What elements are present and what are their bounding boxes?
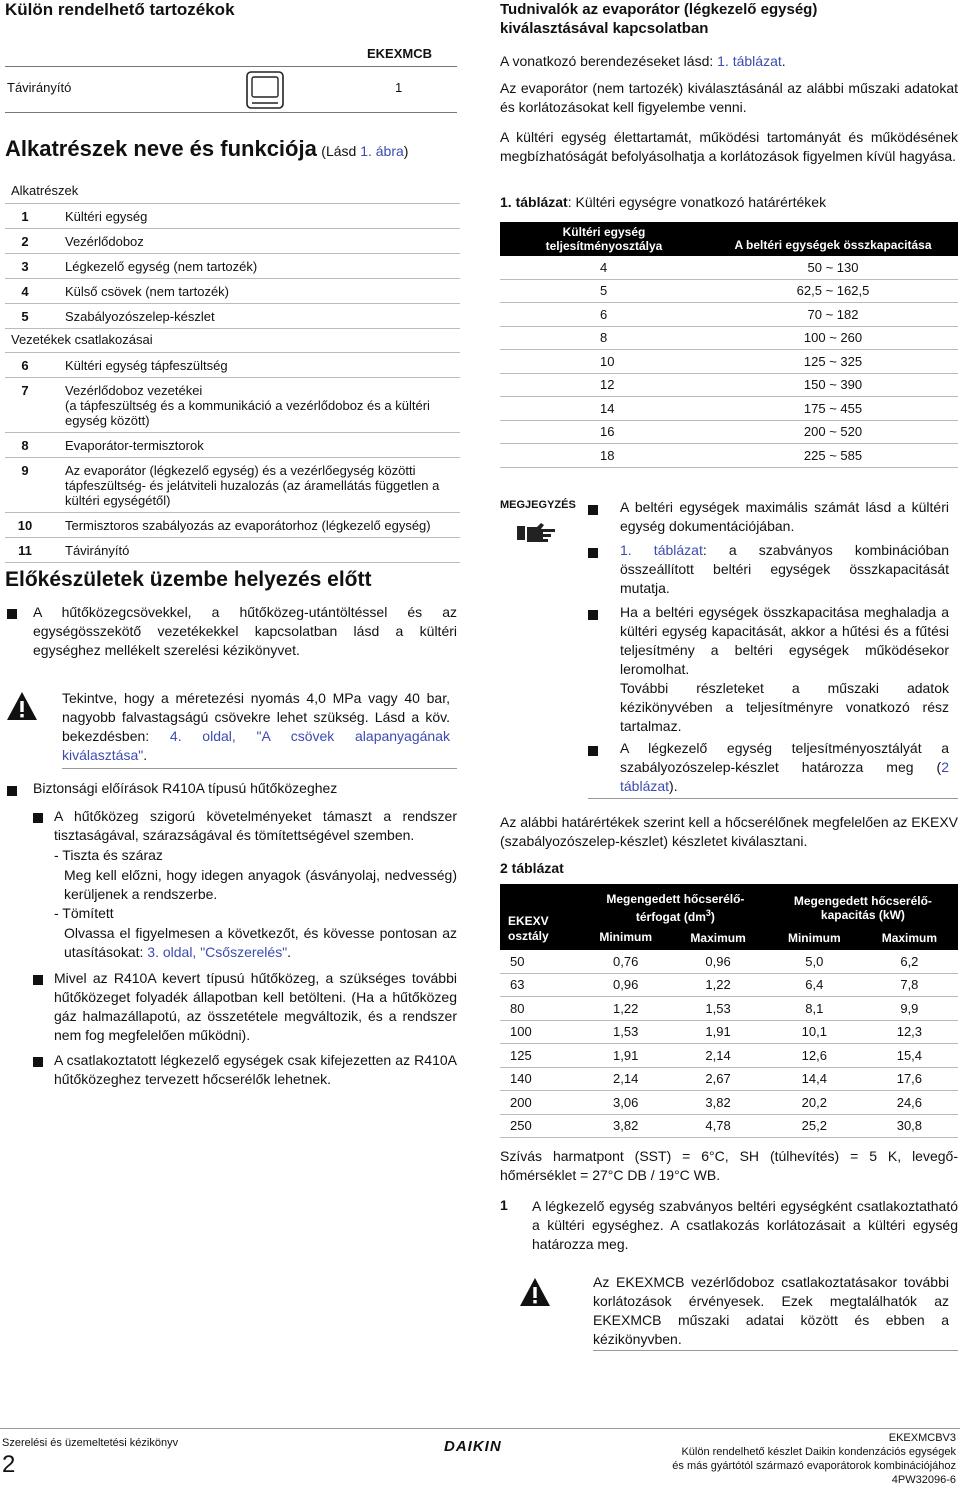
table1-head-a: Kültéri egység teljesítményosztálya <box>500 222 708 256</box>
table2-head-class: EKEXV osztály <box>500 884 583 950</box>
parts-list-item <box>5 204 460 229</box>
parts-ref-suffix: ) <box>403 143 409 159</box>
table2-cell-v1: 0,76 <box>583 950 668 973</box>
parts-list-item <box>5 433 460 458</box>
table2-cell-v2: 4,78 <box>668 1114 767 1138</box>
parts-list-item <box>5 378 460 433</box>
table1-cell-class: 16 <box>500 420 708 444</box>
warning-text <box>62 689 450 765</box>
table2-row <box>500 1044 958 1068</box>
table2-cell-v1: 1,22 <box>583 997 668 1021</box>
footer-rule <box>0 1428 960 1429</box>
table1-caption-bold: 1. táblázat <box>500 194 568 210</box>
parts-item-text: Termisztoros szabályozás az evaporátorhoz (légkezelő egység) <box>65 518 431 533</box>
table2-head-vol <box>583 884 768 926</box>
safety-b3-icon <box>33 1057 43 1067</box>
table2-cell-v1: 0,96 <box>583 973 668 997</box>
table2-caption: 2 táblázat <box>500 860 564 876</box>
safety-title: Biztonsági előírások R410A típusú hűtőközeghez <box>33 780 338 796</box>
note-b2-icon <box>588 548 598 558</box>
table2-cell-v2: 2,67 <box>668 1067 767 1091</box>
right-p1-prefix: A vonatkozó berendezéseket lásd: <box>500 53 718 69</box>
parts-title-text: Alkatrészek neve és funkciója <box>5 136 317 161</box>
table1-cell-capacity: 50 ~ 130 <box>708 256 958 279</box>
note-b1-icon <box>588 505 598 515</box>
table2-cell-k2: 15,4 <box>861 1044 958 1068</box>
table2-cell-c: 50 <box>500 950 583 973</box>
table2-cell-k2: 6,2 <box>861 950 958 973</box>
prep-title: Előkészületek üzembe helyezés előtt <box>5 568 372 591</box>
table2-cell-c: 63 <box>500 973 583 997</box>
table2-row <box>500 1067 958 1091</box>
table1-cell-capacity: 150 ~ 390 <box>708 373 958 397</box>
parts-item-number: 5 <box>21 309 29 324</box>
dash2-link[interactable]: 3. oldal, "Csőszerelés" <box>147 944 288 960</box>
table1-cell-class: 4 <box>500 256 708 279</box>
table1-cell-class: 10 <box>500 350 708 374</box>
accessories-title: Külön rendelhető tartozékok <box>5 0 235 19</box>
right-p1-link[interactable]: 1. táblázat <box>717 53 782 69</box>
note-b4-prefix: A légkezelő egység teljesítményosztályát a szabályozószelep-készlet határozza meg ( <box>620 740 949 775</box>
table2-head-cap-min: Minimum <box>768 926 861 950</box>
table2-cell-k1: 6,4 <box>768 973 861 997</box>
parts-item-number: 2 <box>21 234 29 249</box>
table2-cell-k2: 17,6 <box>861 1067 958 1091</box>
table2-cell-c: 100 <box>500 1020 583 1044</box>
wiring-header: Vezetékek csatlakozásai <box>5 329 460 353</box>
parts-list <box>5 180 460 563</box>
right-p1 <box>500 53 786 69</box>
note-b2-text <box>620 541 949 598</box>
warning2-icon <box>518 1276 552 1313</box>
table2-head-vol-a: Megengedett hőcserélő-térfogat (dm <box>606 892 745 924</box>
table1-cell-class: 6 <box>500 303 708 327</box>
warning-text-end: . <box>143 747 148 763</box>
note-label: MEGJEGYZÉS <box>500 499 576 511</box>
footer-manual-label: Szerelési és üzemeltetési kézikönyv <box>2 1437 179 1449</box>
right-p2: Az evaporátor (nem tartozék) kiválasztásánál az alábbi műszaki adatokat és korlátozásokat kell figyelembe venni. <box>500 80 958 115</box>
parts-item-number: 10 <box>17 518 33 533</box>
table1-cell-capacity: 70 ~ 182 <box>708 303 958 327</box>
table2-row <box>500 1091 958 1115</box>
parts-item-number: 4 <box>21 284 29 299</box>
table2-head-vol-min: Minimum <box>583 926 668 950</box>
table2-row <box>500 1114 958 1138</box>
table2-cell-v1: 3,82 <box>583 1114 668 1138</box>
right-p5: Szívás harmatpont (SST) = 6°C, SH (túlhevítés) = 5 K, levegő-hőmérséklet = 27°C DB / 19°C WB. <box>500 1148 958 1183</box>
table1-cell-capacity: 200 ~ 520 <box>708 420 958 444</box>
parts-item-text: Távirányító <box>65 543 130 558</box>
table1-caption-rest: : Kültéri egységre vonatkozó határértékek <box>567 194 827 210</box>
table2-row <box>500 973 958 997</box>
note-b4-icon <box>588 746 598 756</box>
table2-cell-v2: 1,53 <box>668 997 767 1021</box>
parts-item-number: 1 <box>21 209 29 224</box>
footnote-text: A légkezelő egység szabványos beltéri egységként csatlakoztatható a kültéri egységhez. A csatlakozás korlátozásait a kültéri egység határozza meg. <box>532 1198 958 1252</box>
table2-row <box>500 950 958 973</box>
accessory-col-header: EKEXMCB <box>367 46 433 61</box>
table2-cell-v1: 3,06 <box>583 1091 668 1115</box>
table2 <box>500 884 958 1138</box>
warning-text-main: Tekintve, hogy a méretezési nyomás 4,0 MPa vagy 40 bar, nagyobb falvastagságú csövekre lehet szükség. Lásd a köv. bekezdésben: <box>62 690 450 744</box>
warning2-rule <box>593 1350 958 1351</box>
safety-b2-text: Mivel az R410A kevert típusú hűtőközeg, a szükséges további hűtőközeget folyadék állapotban kell betölteni. (Ha a hűtőközeg gáz halmazállapotú, az összetétele megváltozik, és a rendszer nem fog megfelelően működni). <box>54 970 457 1043</box>
note-b4-end: ). <box>669 778 678 794</box>
note-b3-icon <box>588 610 598 620</box>
table2-cell-v2: 0,96 <box>668 950 767 973</box>
footer-page-number: 2 <box>2 1451 16 1478</box>
table2-cell-k2: 30,8 <box>861 1114 958 1138</box>
table1-row <box>500 350 958 374</box>
accessory-row-label: Távirányító <box>7 80 72 95</box>
dash2-text-main: Olvassa el figyelmesen a következőt, és kövesse pontosan az utasításokat: <box>64 925 457 960</box>
table2-cell-v1: 2,14 <box>583 1067 668 1091</box>
note-rule <box>588 798 958 799</box>
table2-cell-c: 140 <box>500 1067 583 1091</box>
parts-list-item <box>5 353 460 378</box>
parts-item-text: Evaporátor-termisztorok <box>65 438 204 453</box>
parts-item-number: 9 <box>21 463 29 478</box>
dash1-title: - Tiszta és száraz <box>54 847 163 863</box>
table1-cell-capacity: 175 ~ 455 <box>708 397 958 421</box>
footer-right <box>560 1431 956 1487</box>
dash2-text <box>64 924 457 962</box>
table1-row <box>500 420 958 444</box>
table2-head-vol-sup: 3 <box>705 908 711 918</box>
table1-cell-class: 18 <box>500 444 708 468</box>
footer-model: EKEXMCBV3 <box>888 1432 956 1444</box>
table2-cell-c: 80 <box>500 997 583 1021</box>
table2-cell-v2: 3,82 <box>668 1091 767 1115</box>
warning-icon <box>5 690 39 727</box>
parts-item-number: 11 <box>18 543 32 558</box>
parts-header: Alkatrészek <box>5 180 460 204</box>
table2-cell-k2: 9,9 <box>861 997 958 1021</box>
accessory-row-value: 1 <box>395 80 403 95</box>
parts-item-text: Vezérlődoboz vezetékei (a tápfeszültség és a kommunikáció a vezérlődoboz és a kültéri egység között) <box>65 383 430 428</box>
table1-row <box>500 303 958 327</box>
remote-control-icon <box>245 70 285 115</box>
daikin-logo: DAIKIN <box>444 1438 502 1455</box>
table1-row <box>500 397 958 421</box>
warning2-text: Az EKEXMCB vezérlődoboz csatlakoztatásakor további korlátozások érvényesek. Ezek megtalálhatók az EKEXMCB műszaki adatai között és ebben a kézikönyvben. <box>593 1274 949 1347</box>
parts-item-text: Kültéri egység tápfeszültség <box>65 358 228 373</box>
parts-list-item <box>5 229 460 254</box>
prep-bullet-icon <box>7 609 17 619</box>
parts-item-text: Szabályozószelep-készlet <box>65 309 215 324</box>
dash2-title: - Tömített <box>54 905 114 921</box>
dash2-text-end: . <box>287 944 292 960</box>
note-b4-link[interactable]: 2 táblázat <box>620 759 949 794</box>
right-title: Tudnivalók az evaporátor (légkezelő egység) kiválasztásával kapcsolatban <box>500 1 818 37</box>
table2-cell-k1: 8,1 <box>768 997 861 1021</box>
footer-desc2: és más gyártótól származó evaporátorok kombinációjához <box>672 1460 956 1472</box>
safety-b1-icon <box>33 813 43 823</box>
table2-cell-v2: 2,14 <box>668 1044 767 1068</box>
parts-list-item <box>5 254 460 279</box>
table2-cell-k1: 10,1 <box>768 1020 861 1044</box>
note-b3a-text: Ha a beltéri egységek összkapacitása meghaladja a kültéri egység kapacitását, akkor a hűtési és a fűtési teljesítmény a beltéri egységek működésekor leromolhat. <box>620 604 949 677</box>
table2-row <box>500 1020 958 1044</box>
safety-bullet-icon <box>7 786 17 796</box>
parts-list-item <box>5 513 460 538</box>
pointing-hand-icon <box>517 520 557 549</box>
parts-item-text: Külső csövek (nem tartozék) <box>65 284 230 299</box>
parts-item-number: 6 <box>21 358 29 373</box>
parts-item-text: Kültéri egység <box>65 209 148 224</box>
footer-desc1: Külön rendelhető készlet Daikin kondenzációs egységek <box>681 1446 956 1458</box>
table1-cell-class: 8 <box>500 326 708 350</box>
table2-cell-v1: 1,53 <box>583 1020 668 1044</box>
parts-item-number: 8 <box>21 438 29 453</box>
dash1-text: Meg kell előzni, hogy idegen anyagok (ásványolaj, nedvesség) kerüljenek a rendszerbe. <box>64 867 457 902</box>
table1-row <box>500 256 958 279</box>
table1-row <box>500 444 958 468</box>
table1-row <box>500 279 958 303</box>
table2-cell-c: 250 <box>500 1114 583 1138</box>
table2-cell-k2: 7,8 <box>861 973 958 997</box>
table2-cell-k1: 14,4 <box>768 1067 861 1091</box>
table2-cell-k1: 25,2 <box>768 1114 861 1138</box>
table1-cell-class: 12 <box>500 373 708 397</box>
safety-b2-icon <box>33 975 43 985</box>
warning-rule <box>62 768 457 769</box>
table2-cell-v2: 1,91 <box>668 1020 767 1044</box>
parts-list-item <box>5 538 460 563</box>
right-p1-end: . <box>781 53 786 69</box>
footnote-num: 1 <box>500 1197 508 1213</box>
table1-caption <box>500 194 826 210</box>
parts-item-number: 7 <box>21 383 29 398</box>
accessory-table-header <box>5 40 457 67</box>
parts-list-item <box>5 304 460 329</box>
table2-head-cap-max: Maximum <box>861 926 958 950</box>
table2-cell-c: 125 <box>500 1044 583 1068</box>
prep-bullet-text: A hűtőközegcsövekkel, a hűtőközeg-utántöltéssel és az egységösszekötő vezetékekkel kapcsolatban lásd a kültéri egységhez mellékelt szerelési kézikönyvet. <box>33 604 457 658</box>
table2-cell-c: 200 <box>500 1091 583 1115</box>
table1-row <box>500 326 958 350</box>
table1-head-b: A beltéri egységek összkapacitása <box>708 222 958 256</box>
table2-cell-k2: 12,3 <box>861 1020 958 1044</box>
table2-row <box>500 997 958 1021</box>
note-b1-text: A beltéri egységek maximális számát lásd a kültéri egység dokumentációjában. <box>620 499 949 534</box>
parts-item-text: Vezérlődoboz <box>65 234 144 249</box>
parts-list-item <box>5 458 460 513</box>
note-b4-text <box>620 739 949 796</box>
warning-link[interactable]: 4. oldal, "A csövek alapanyagának kiválasztása" <box>62 728 450 763</box>
parts-ref-link[interactable]: 1. ábra <box>360 143 404 159</box>
table2-cell-k1: 12,6 <box>768 1044 861 1068</box>
table2-head-cap: Megengedett hőcserélő-kapacitás (kW) <box>768 884 958 926</box>
table1-cell-class: 14 <box>500 397 708 421</box>
table2-cell-k2: 24,6 <box>861 1091 958 1115</box>
footer-doc-code: 4PW32096-6 <box>891 1474 956 1486</box>
table2-head-vol-b: ) <box>710 910 715 924</box>
note-b3b-text: További részleteket a műszaki adatok kézikönyvében a teljesítményre vonatkozó rész tartalmaz. <box>620 680 949 734</box>
note-b2-rest: : a szabványos kombinációban összeállított beltéri egységek összkapacitását mutatja. <box>620 542 949 596</box>
parts-list-item <box>5 279 460 304</box>
table1 <box>500 222 958 468</box>
table1-cell-capacity: 225 ~ 585 <box>708 444 958 468</box>
accessory-table <box>5 40 457 112</box>
table2-cell-v1: 1,91 <box>583 1044 668 1068</box>
parts-title <box>5 136 408 162</box>
parts-item-number: 3 <box>21 259 29 274</box>
parts-ref-prefix: (Lásd <box>321 143 361 159</box>
parts-item-text: Légkezelő egység (nem tartozék) <box>65 259 258 274</box>
accessory-table-bottom-rule <box>5 112 457 113</box>
table2-cell-k1: 5,0 <box>768 950 861 973</box>
right-p4: Az alábbi határértékek szerint kell a hőcserélőnek megfelelően az EKEXV (szabályozószelep-készlet) készletet kiválasztani. <box>500 814 958 849</box>
safety-b3-text: A csatlakoztatott légkezelő egységek csak kifejezetten az R410A hűtőközeghez tervezett hőcserélők lehetnek. <box>54 1052 457 1087</box>
table2-cell-k1: 20,2 <box>768 1091 861 1115</box>
safety-b1-text: A hűtőközeg szigorú követelményeket támaszt a rendszer tisztaságával, szárazságával és tömítettségével szemben. <box>54 808 457 843</box>
table2-cell-v2: 1,22 <box>668 973 767 997</box>
table1-cell-capacity: 125 ~ 325 <box>708 350 958 374</box>
parts-item-text: Az evaporátor (légkezelő egység) és a vezérlőegység közötti tápfeszültség- és jelátviteli huzalozás (az áramellátás független a kültéri egységétől) <box>65 463 440 508</box>
right-p3: A kültéri egység élettartamát, működési tartományát és működésének megbízhatóságát befolyásolhatja a korlátozások figyelmen kívül hagyása. <box>500 129 958 164</box>
table2-head-vol-max: Maximum <box>668 926 767 950</box>
table1-cell-capacity: 62,5 ~ 162,5 <box>708 279 958 303</box>
note-b2-link[interactable]: 1. táblázat <box>620 542 703 558</box>
table1-cell-capacity: 100 ~ 260 <box>708 326 958 350</box>
table1-row <box>500 373 958 397</box>
table1-cell-class: 5 <box>500 279 708 303</box>
